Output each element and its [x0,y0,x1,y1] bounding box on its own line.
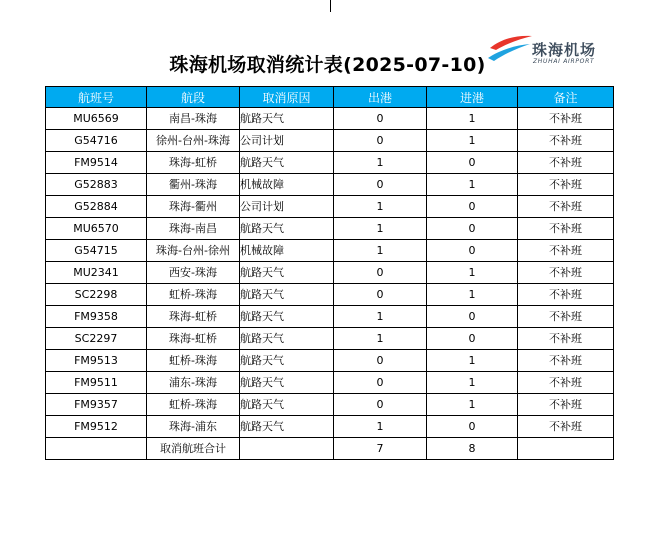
route-cell: 珠海-南昌 [147,218,240,240]
route-cell: 虹桥-珠海 [147,350,240,372]
route-cell: 浦东-珠海 [147,372,240,394]
departures-cell: 0 [334,130,427,152]
arrivals-cell: 0 [427,416,518,438]
reason-cell: 机械故障 [240,240,334,262]
route-cell: 珠海-虹桥 [147,306,240,328]
note-cell: 不补班 [518,108,614,130]
table-row [46,108,614,130]
flight-cell: FM9512 [46,416,147,438]
col-header-arrivals: 进港 [427,87,518,108]
flight-cell: FM9513 [46,350,147,372]
table-row [46,394,614,416]
arrivals-cell: 1 [427,372,518,394]
route-cell: 珠海-衢州 [147,196,240,218]
reason-cell: 航路天气 [240,416,334,438]
departures-cell: 1 [334,196,427,218]
departures-cell: 0 [334,372,427,394]
total-arrivals: 8 [427,438,518,460]
departures-cell: 0 [334,350,427,372]
note-cell: 不补班 [518,372,614,394]
flight-cell: G54716 [46,130,147,152]
arrivals-cell: 1 [427,262,518,284]
departures-cell: 0 [334,394,427,416]
table-row [46,240,614,262]
route-cell: 珠海-浦东 [147,416,240,438]
note-cell: 不补班 [518,416,614,438]
flight-cell: G54715 [46,240,147,262]
note-cell: 不补班 [518,130,614,152]
col-header-note: 备注 [518,87,614,108]
reason-cell: 航路天气 [240,262,334,284]
note-cell: 不补班 [518,350,614,372]
route-cell: 西安-珠海 [147,262,240,284]
arrivals-cell: 1 [427,108,518,130]
text-cursor [330,0,331,12]
total-label: 取消航班合计 [147,438,240,460]
note-cell: 不补班 [518,306,614,328]
reason-cell: 航路天气 [240,284,334,306]
reason-cell: 航路天气 [240,218,334,240]
arrivals-cell: 0 [427,328,518,350]
departures-cell: 1 [334,218,427,240]
flight-cell: MU6570 [46,218,147,240]
flight-cell: G52884 [46,196,147,218]
table-row [46,306,614,328]
arrivals-cell: 0 [427,152,518,174]
arrivals-cell: 1 [427,284,518,306]
col-header-reason: 取消原因 [240,87,334,108]
route-cell: 南昌-珠海 [147,108,240,130]
reason-cell: 公司计划 [240,130,334,152]
note-cell: 不补班 [518,240,614,262]
route-cell: 徐州-台州-珠海 [147,130,240,152]
col-header-flight: 航班号 [46,87,147,108]
flight-cell: G52883 [46,174,147,196]
departures-cell: 0 [334,108,427,130]
logo-english-name: ZHUHAI AIRPORT [533,58,595,65]
table-row [46,152,614,174]
table-row [46,262,614,284]
departures-cell: 1 [334,152,427,174]
route-cell: 虹桥-珠海 [147,394,240,416]
departures-cell: 1 [334,416,427,438]
table-row [46,130,614,152]
flight-cell: FM9358 [46,306,147,328]
arrivals-cell: 1 [427,174,518,196]
departures-cell: 0 [334,284,427,306]
arrivals-cell: 1 [427,394,518,416]
note-cell: 不补班 [518,218,614,240]
flight-cell: MU2341 [46,262,147,284]
reason-cell: 航路天气 [240,306,334,328]
report-title: 珠海机场取消统计表(2025-07-10) [169,54,486,76]
airport-logo [486,30,606,72]
route-cell: 珠海-虹桥 [147,152,240,174]
total-departures: 7 [334,438,427,460]
reason-cell: 航路天气 [240,152,334,174]
route-cell: 珠海-虹桥 [147,328,240,350]
flight-cell: SC2298 [46,284,147,306]
col-header-departures: 出港 [334,87,427,108]
departures-cell: 1 [334,328,427,350]
departures-cell: 1 [334,306,427,328]
note-cell: 不补班 [518,394,614,416]
empty-cell [46,438,147,460]
arrivals-cell: 1 [427,350,518,372]
departures-cell: 1 [334,240,427,262]
arrivals-cell: 0 [427,218,518,240]
note-cell: 不补班 [518,152,614,174]
departures-cell: 0 [334,174,427,196]
table-header-row [46,87,614,108]
arrivals-cell: 0 [427,196,518,218]
col-header-route: 航段 [147,87,240,108]
flight-cell: SC2297 [46,328,147,350]
note-cell: 不补班 [518,262,614,284]
arrivals-cell: 0 [427,240,518,262]
reason-cell: 航路天气 [240,394,334,416]
wing-swoosh-icon [486,34,534,64]
flight-cell: MU6569 [46,108,147,130]
flight-cell: FM9514 [46,152,147,174]
cancellation-table [45,86,614,460]
note-cell: 不补班 [518,284,614,306]
flight-cell: FM9511 [46,372,147,394]
reason-cell: 航路天气 [240,108,334,130]
table-row [46,372,614,394]
table-row [46,416,614,438]
reason-cell: 航路天气 [240,372,334,394]
table-row [46,284,614,306]
table-row [46,196,614,218]
route-cell: 衢州-珠海 [147,174,240,196]
table-row [46,350,614,372]
reason-cell: 公司计划 [240,196,334,218]
note-cell: 不补班 [518,196,614,218]
table-row [46,174,614,196]
reason-cell: 航路天气 [240,328,334,350]
arrivals-cell: 1 [427,130,518,152]
table-row [46,328,614,350]
empty-cell [240,438,334,460]
note-cell: 不补班 [518,174,614,196]
total-row [46,438,614,460]
arrivals-cell: 0 [427,306,518,328]
route-cell: 虹桥-珠海 [147,284,240,306]
empty-cell [518,438,614,460]
route-cell: 珠海-台州-徐州 [147,240,240,262]
departures-cell: 0 [334,262,427,284]
table-row [46,218,614,240]
reason-cell: 机械故障 [240,174,334,196]
reason-cell: 航路天气 [240,350,334,372]
logo-name: 珠海机场 [532,41,597,59]
flight-cell: FM9357 [46,394,147,416]
note-cell: 不补班 [518,328,614,350]
